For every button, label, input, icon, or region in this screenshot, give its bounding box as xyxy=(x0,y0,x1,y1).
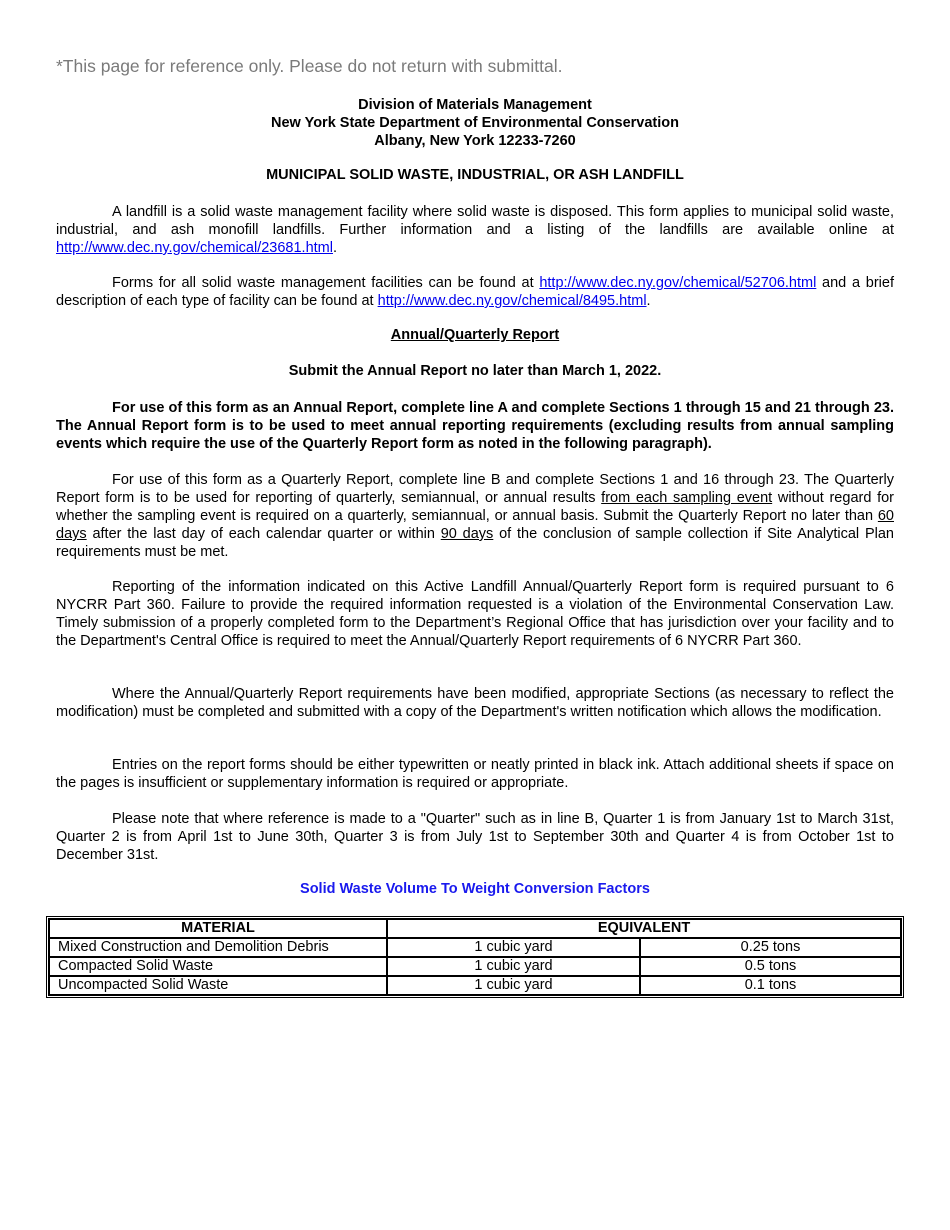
forms-end: . xyxy=(646,293,651,309)
conversion-table-title: Solid Waste Volume To Weight Conversion Factors xyxy=(300,881,650,897)
quarterly-text-b: without regard for whether the sampling event is required on a quarterly, semiannual, or annual basis. Submit the Quarterly Report no later than xyxy=(56,490,894,524)
forms-text-2: and a brief description of each type of facility can be found at xyxy=(56,275,894,309)
forms-paragraph xyxy=(56,274,894,310)
table-row xyxy=(49,957,901,976)
annual-instructions: For use of this form as an Annual Report, complete line A and complete Sections 1 through 15 and 21 through 23. The Annual Report form is to be used to meet annual reporting requirements (excluding results from annual sampling events which require the use of the Quarterly Report form as noted in the following paragraph). xyxy=(56,400,894,452)
quarterly-text-a: For use of this form as a Quarterly Report, complete line B and complete Sections 1 and 16 through 23. The Quarterly Report form is to be used for reporting of quarterly, semiannual, or annual results xyxy=(56,472,894,506)
report-heading: Annual/Quarterly Report xyxy=(390,327,560,343)
quarterly-underline-3: 90 days xyxy=(440,526,494,542)
header-department: New York State Department of Environmental Conservation xyxy=(271,115,679,131)
deadline-notice: Submit the Annual Report no later than March 1, 2022. xyxy=(288,363,662,379)
weight-cell: 0.25 tons xyxy=(640,938,901,957)
intro-paragraph xyxy=(56,203,894,257)
weight-cell: 0.1 tons xyxy=(640,976,901,995)
table-row xyxy=(49,976,901,995)
quarterly-underline-1: from each sampling event xyxy=(601,490,773,506)
volume-cell: 1 cubic yard xyxy=(387,976,640,995)
quarterly-text-d: of the conclusion of sample collection if Site Analytical Plan requirements must be met. xyxy=(56,526,894,560)
volume-cell: 1 cubic yard xyxy=(387,957,640,976)
header-address: Albany, New York 12233-7260 xyxy=(374,133,576,149)
weight-cell: 0.5 tons xyxy=(640,957,901,976)
modification-paragraph: Where the Annual/Quarterly Report requirements have been modified, appropriate Sections (as necessary to reflect the modification) must be completed and submitted with a copy of the Department's written notification which allows the modification. xyxy=(56,686,894,720)
material-header: MATERIAL xyxy=(49,919,387,938)
quarterly-instructions xyxy=(56,471,894,561)
agency-header xyxy=(56,96,894,150)
intro-end: . xyxy=(332,240,338,256)
quarter-definition-paragraph: Please note that where reference is made to a "Quarter" such as in line B, Quarter 1 is from January 1st to March 31st, Quarter 2 is from April 1st to June 30th, Quarter 3 is from July 1st to September 30th and Quarter 4 is from October 1st to December 31st. xyxy=(56,811,894,863)
landfill-list-link[interactable]: http://www.dec.ny.gov/chemical/23681.html xyxy=(56,240,333,256)
entries-paragraph: Entries on the report forms should be either typewritten or neatly printed in black ink. Attach additional sheets if space on the pages is insufficient or supplementary information is required or appropriate. xyxy=(56,757,894,791)
forms-link[interactable]: http://www.dec.ny.gov/chemical/52706.html xyxy=(539,275,817,291)
form-title: MUNICIPAL SOLID WASTE, INDUSTRIAL, OR ASH LANDFILL xyxy=(266,167,684,183)
material-cell: Compacted Solid Waste xyxy=(49,957,387,976)
reference-note: *This page for reference only. Please do not return with submittal. xyxy=(56,56,563,76)
header-division: Division of Materials Management xyxy=(358,97,592,113)
material-cell: Uncompacted Solid Waste xyxy=(49,976,387,995)
table-header-row xyxy=(49,919,901,938)
material-cell: Mixed Construction and Demolition Debris xyxy=(49,938,387,957)
facility-description-link[interactable]: http://www.dec.ny.gov/chemical/8495.html xyxy=(377,293,647,309)
table-row xyxy=(49,938,901,957)
quarterly-text-c: after the last day of each calendar quarter or within xyxy=(86,526,441,542)
volume-cell: 1 cubic yard xyxy=(387,938,640,957)
quarterly-underline-2: 60 days xyxy=(56,508,894,542)
legal-requirement-paragraph: Reporting of the information indicated on this Active Landfill Annual/Quarterly Report form is required pursuant to 6 NYCRR Part 360. Failure to provide the required information requested is a violation of the Environmental Conservation Law. Timely submission of a properly completed form to the Department’s Regional Office that has jurisdiction over your facility and to the Department's Central Office is required to meet the Annual/Quarterly Report requirements of 6 NYCRR Part 360. xyxy=(56,579,894,649)
equivalent-header: EQUIVALENT xyxy=(387,919,901,938)
intro-text: A landfill is a solid waste management facility where solid waste is disposed. This form applies to municipal solid waste, industrial, and ash monofill landfills. Further information and a listing of the landfills are available online at xyxy=(56,204,894,238)
conversion-table xyxy=(46,916,904,998)
forms-text-1: Forms for all solid waste management facilities can be found at xyxy=(112,275,540,291)
